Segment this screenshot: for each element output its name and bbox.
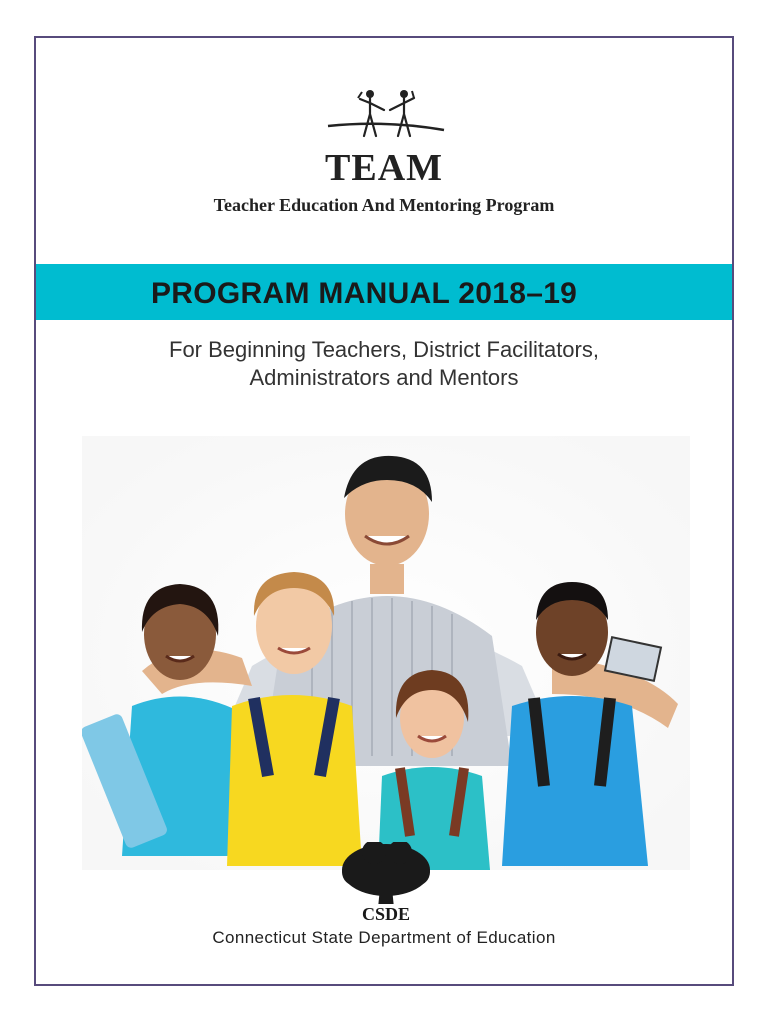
subtitle-line-1: For Beginning Teachers, District Facilitators, — [169, 337, 599, 362]
brand-tagline: Teacher Education And Mentoring Program — [213, 195, 555, 215]
title-band — [36, 264, 732, 320]
subtitle-line-2: Administrators and Mentors — [249, 365, 519, 390]
csde-logo-text: CSDE — [361, 904, 411, 922]
audience-subtitle — [36, 336, 732, 392]
department-name: Connecticut State Department of Education — [212, 928, 556, 947]
brand-name: TEAM — [325, 147, 443, 189]
teacher-and-students-photo — [82, 436, 690, 870]
document-title: PROGRAM MANUAL 2018–19 — [151, 277, 578, 310]
cover-page — [34, 36, 734, 986]
team-logo-block — [36, 38, 732, 266]
two-figures-holding-hands-icon — [326, 86, 446, 144]
oak-tree-icon — [336, 842, 436, 922]
